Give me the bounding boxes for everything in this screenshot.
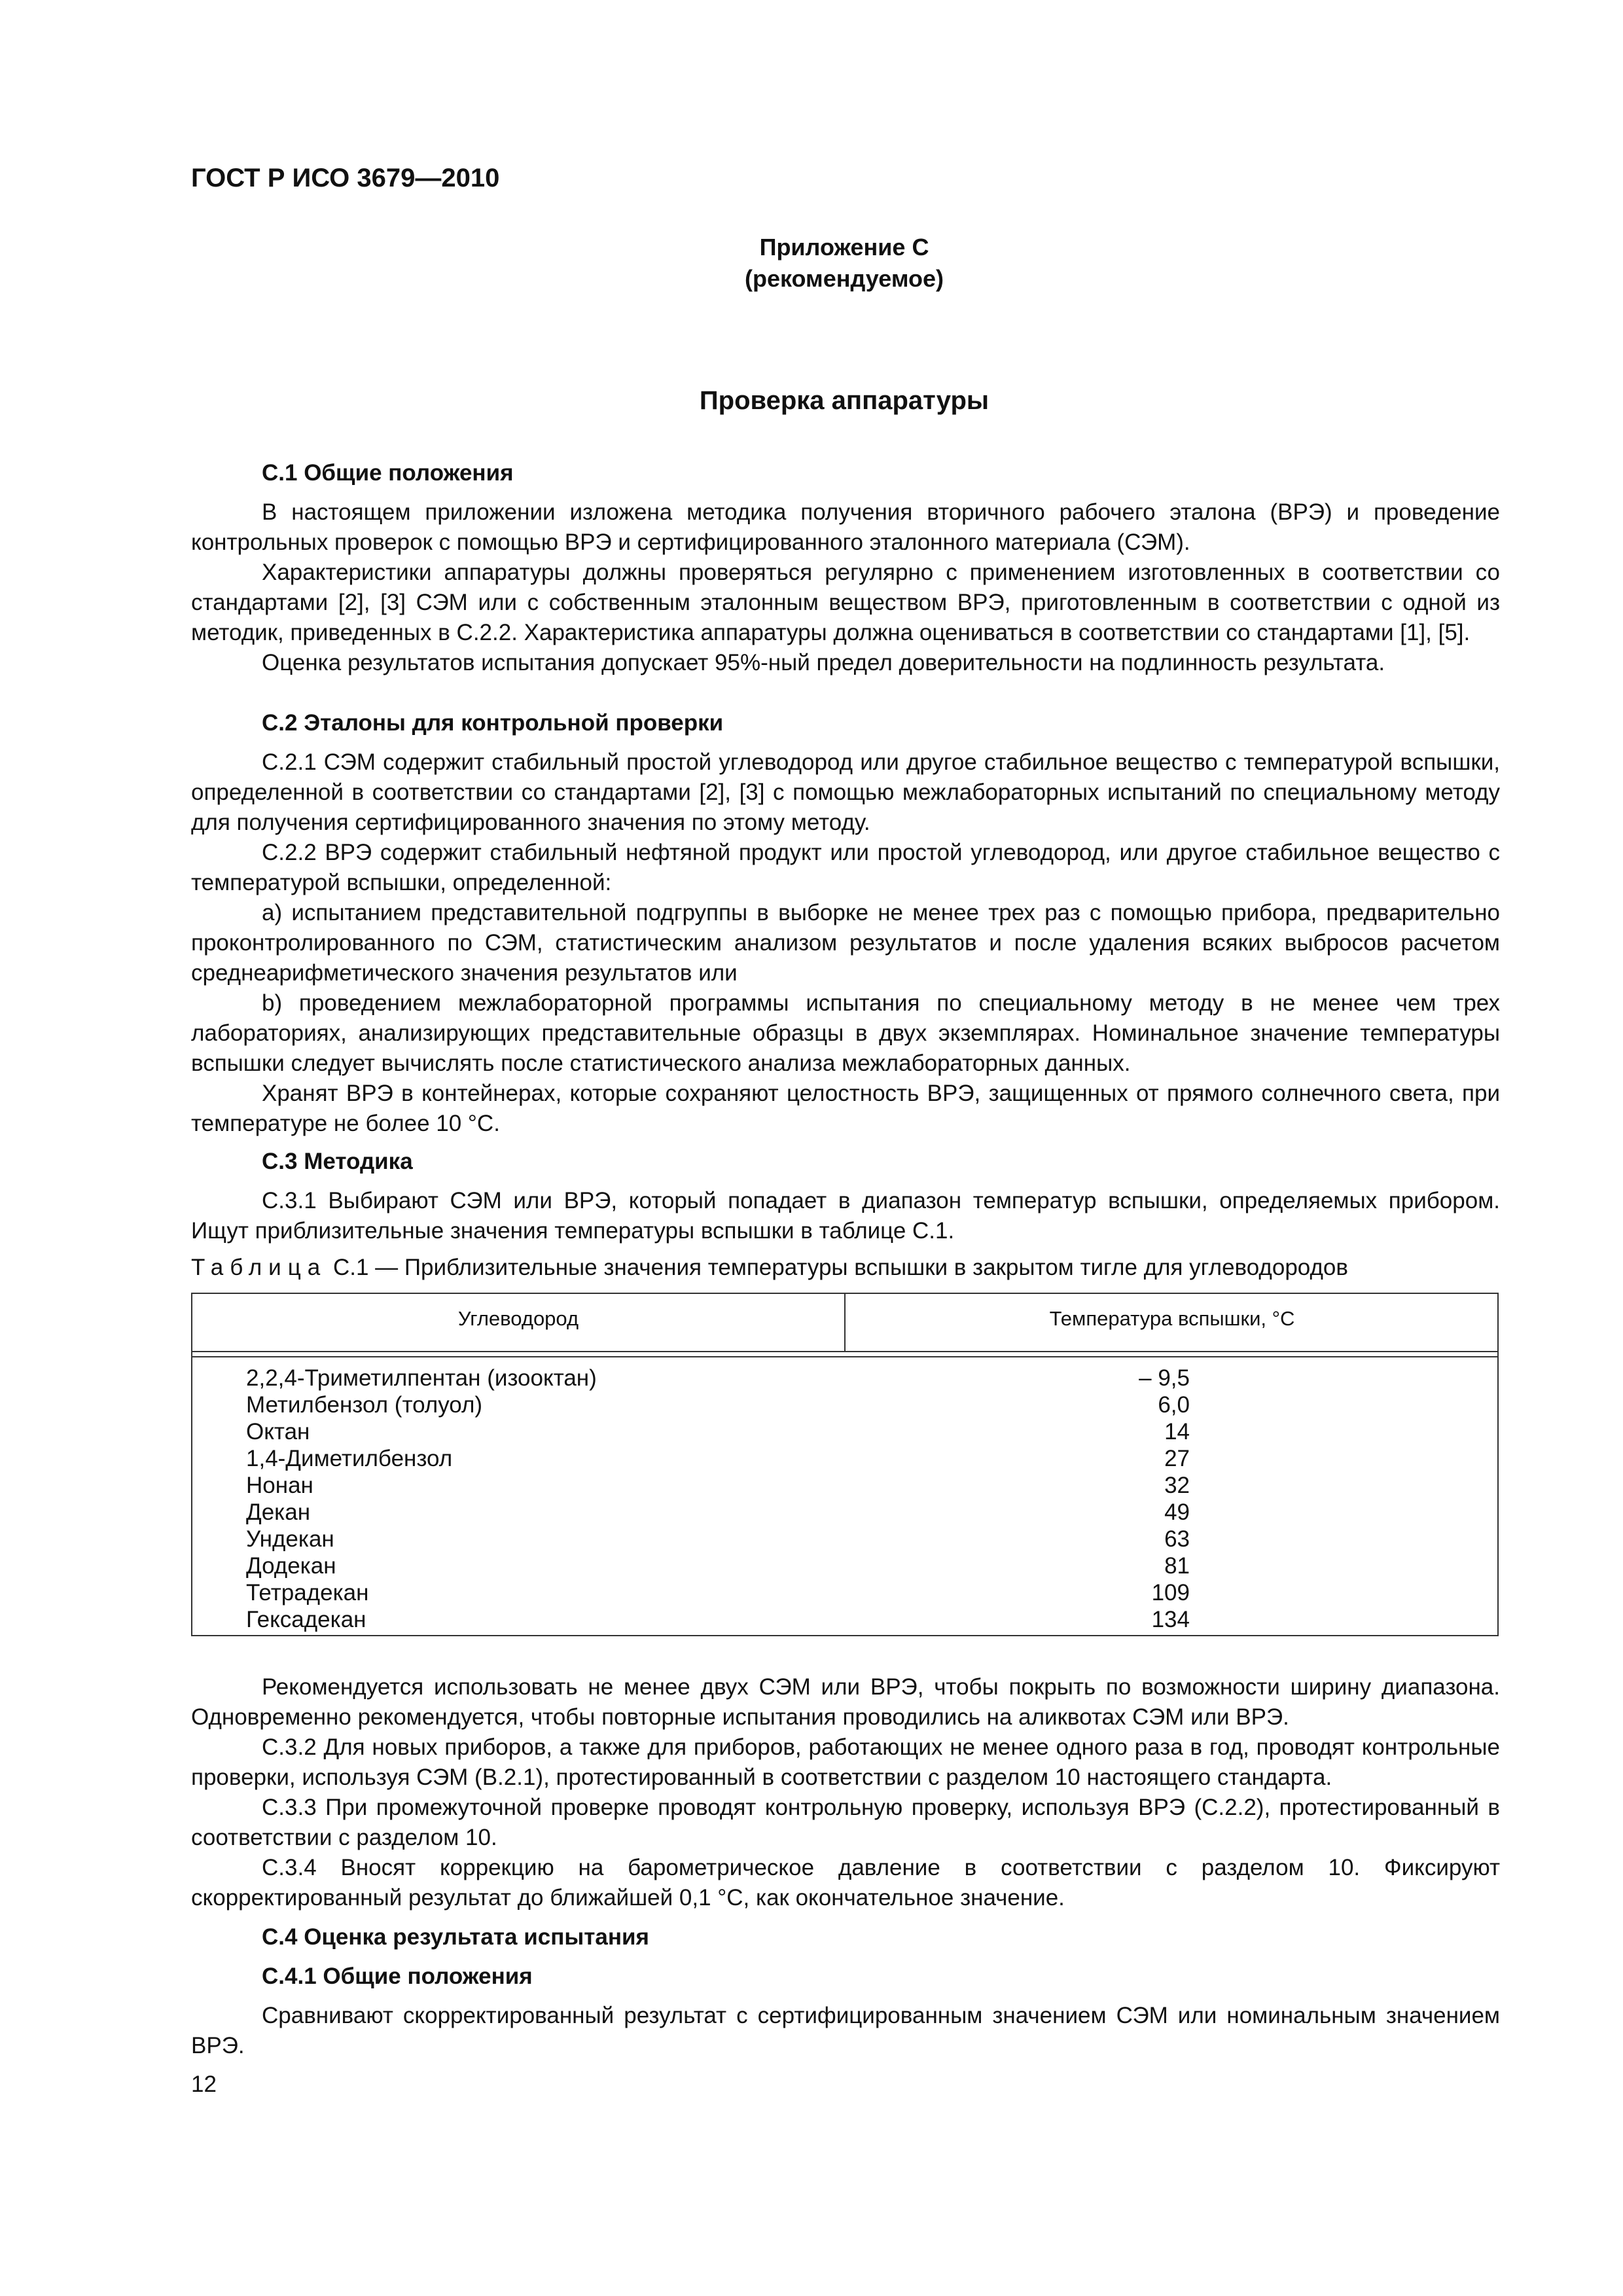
section-heading: С.2 Эталоны для контрольной проверки — [262, 710, 724, 736]
section-c1 — [191, 458, 1500, 678]
paragraph: Характеристики аппаратуры должны проверяться регулярно с применением изготовленных в соответствии со стандартами [2], [3] СЭМ или с собственным эталонным веществом ВРЭ, приготовленным в соответствии с одной из методик, приведенных в С.2.2. Характеристика аппаратуры должна оцениваться в соответствии со стандартами [1], [5]. — [191, 560, 1500, 645]
table-row — [192, 1499, 1497, 1526]
paragraph: С.3.3 При промежуточной проверке проводят контрольную проверку, используя ВРЭ (С.2.2), протестированный в соответствии с разделом 10. — [191, 1795, 1500, 1850]
table-row — [192, 1365, 1497, 1391]
flash-point-value: 134 — [1151, 1607, 1190, 1632]
section-c3-continued — [191, 1672, 1500, 2061]
section-c3 — [191, 1147, 1500, 1246]
document-id-header: ГОСТ Р ИСО 3679—2010 — [191, 164, 500, 192]
paragraph: С.3.4 Вносят коррекцию на барометрическое давление в соответствии с разделом 10. Фиксируют скорректированный результат до ближайшей 0,1 °С, как окончательное значение. — [191, 1855, 1500, 1910]
flash-point-value: 63 — [1164, 1526, 1190, 1552]
table-row — [192, 1606, 1497, 1633]
table-row — [192, 1391, 1497, 1418]
paragraph: С.2.2 ВРЭ содержит стабильный нефтяной продукт или простой углеводород, или другое стабильное вещество с температурой вспышки, определенной: — [191, 840, 1500, 895]
hydrocarbon-name: Октан — [246, 1419, 310, 1444]
appendix-status: (рекомендуемое) — [745, 265, 944, 292]
paragraph: Рекомендуется использовать не менее двух СЭМ или ВРЭ, чтобы покрыть по возможности ширину диапазона. Одновременно рекомендуется, чтобы повторные испытания проводились на аликвотах СЭМ или ВРЭ. — [191, 1674, 1500, 1730]
table-header-hydrocarbon: Углеводород — [457, 1307, 579, 1330]
list-item: b) проведением межлабораторной программы испытания по специальному методу в не менее чем трех лабораториях, анализирующих представительные образцы в двух экземплярах. Номинальное значение температуры вспышки следует вычислять после статистического анализа межлабораторных данных. — [191, 990, 1500, 1076]
page-title: Проверка аппаратуры — [699, 386, 990, 415]
table-divider — [192, 1351, 1497, 1352]
table-divider — [192, 1356, 1497, 1357]
appendix-heading — [0, 232, 1623, 295]
hydrocarbon-name: Додекан — [246, 1553, 336, 1579]
flash-point-value: 49 — [1164, 1499, 1190, 1525]
flash-point-value: 32 — [1164, 1473, 1190, 1498]
table-header-flash-point: Температура вспышки, °С — [1049, 1307, 1295, 1330]
flash-point-value: – 9,5 — [1139, 1365, 1190, 1391]
table-row — [192, 1445, 1497, 1472]
flash-point-value: 6,0 — [1158, 1392, 1190, 1418]
flash-point-value: 81 — [1164, 1553, 1190, 1579]
table-caption-prefix: Таблица — [191, 1255, 327, 1280]
hydrocarbon-name: Декан — [246, 1499, 311, 1525]
paragraph: Хранят ВРЭ в контейнерах, которые сохраняют целостность ВРЭ, защищенных от прямого солнечного света, при температуре не более 10 °С. — [191, 1081, 1500, 1136]
table-row — [192, 1579, 1497, 1606]
table-caption — [191, 1253, 1500, 1283]
hydrocarbon-name: Гексадекан — [246, 1607, 366, 1632]
hydrocarbon-name: Тетрадекан — [246, 1580, 369, 1605]
table-row — [192, 1552, 1497, 1579]
paragraph: С.3.1 Выбирают СЭМ или ВРЭ, который попадает в диапазон температур вспышки, определяемых прибором. Ищут приблизительные значения температуры вспышки в таблице С.1. — [191, 1188, 1500, 1244]
list-item: а) испытанием представительной подгруппы в выборке не менее трех раз с помощью прибора, предварительно проконтролированного по СЭМ, статистическим анализом результатов и после удаления всяких выбросов расчетом среднеарифметического значения результатов или — [191, 900, 1500, 986]
table-row — [192, 1526, 1497, 1552]
appendix-title: Приложение С — [759, 234, 929, 260]
section-heading: С.4 Оценка результата испытания — [262, 1924, 649, 1950]
table-caption-text: С.1 — Приблизительные значения температуры вспышки в закрытом тигле для углеводородов — [327, 1255, 1348, 1280]
hydrocarbon-name: 1,4-Диметилбензол — [246, 1446, 453, 1471]
section-heading: С.3 Методика — [262, 1149, 413, 1174]
flash-point-value: 109 — [1151, 1580, 1190, 1605]
table-body — [192, 1365, 1497, 1633]
paragraph: С.2.1 СЭМ содержит стабильный простой углеводород или другое стабильное вещество с температурой вспышки, определенной в соответствии со стандартами [2], [3] с помощью межлабораторных испытаний по специальному методу для получения сертифицированного значения по этому методу. — [191, 749, 1500, 835]
hydrocarbon-name: Ундекан — [246, 1526, 334, 1552]
table-row — [192, 1418, 1497, 1445]
section-heading: С.1 Общие положения — [262, 460, 514, 486]
table-row — [192, 1472, 1497, 1499]
paragraph: В настоящем приложении изложена методика получения вторичного рабочего эталона (ВРЭ) и проведение контрольных проверок с помощью ВРЭ и сертифицированного эталонного материала (СЭМ). — [191, 499, 1500, 555]
flash-point-value: 27 — [1164, 1446, 1190, 1471]
paragraph: Сравнивают скорректированный результат с сертифицированным значением СЭМ или номинальным значением ВРЭ. — [191, 2003, 1500, 2058]
section-c2 — [191, 708, 1500, 1139]
page-number: 12 — [191, 2072, 217, 2097]
flash-point-value: 14 — [1164, 1419, 1190, 1444]
hydrocarbon-name: Нонан — [246, 1473, 313, 1498]
paragraph: Оценка результатов испытания допускает 95%-ный предел доверительности на подлинность результата. — [262, 650, 1385, 675]
subsection-heading: С.4.1 Общие положения — [262, 1964, 533, 1989]
paragraph: С.3.2 Для новых приборов, а также для приборов, работающих не менее одного раза в год, проводят контрольные проверки, используя СЭМ (В.2.1), протестированный в соответствии с разделом 10 настоящего стандарта. — [191, 1734, 1500, 1790]
hydrocarbon-name: 2,2,4-Триметилпентан (изооктан) — [246, 1365, 597, 1391]
flash-point-table — [191, 1293, 1499, 1636]
hydrocarbon-name: Метилбензол (толуол) — [246, 1392, 483, 1418]
